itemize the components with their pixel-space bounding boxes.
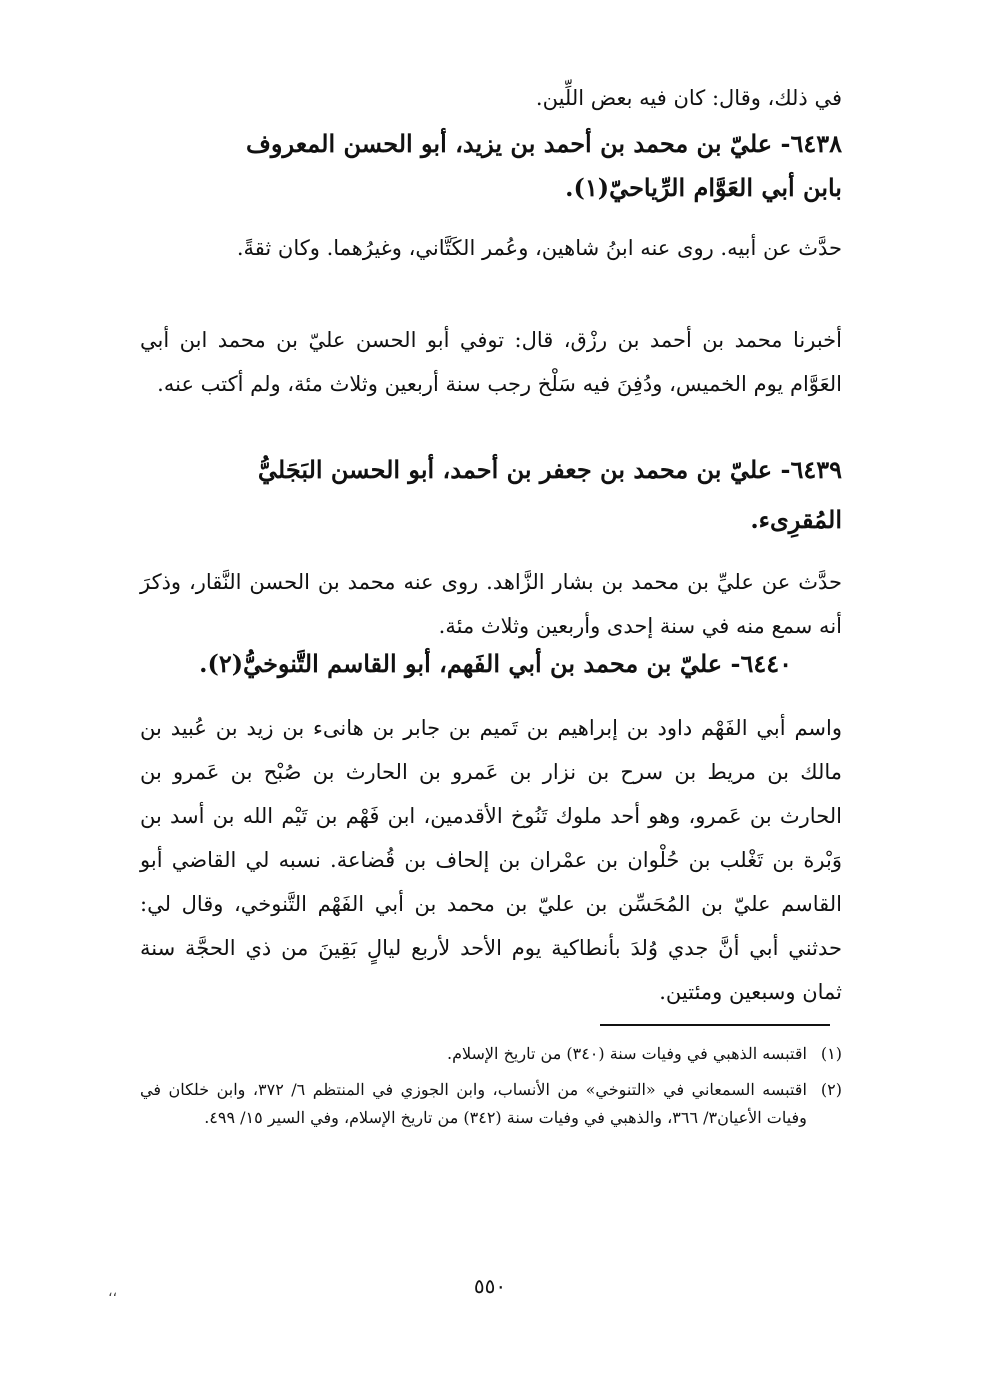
- footnote-text: اقتبسه الذهبي في وفيات سنة (٣٤٠) من تاريخ الإسلام.: [446, 1044, 807, 1063]
- paragraph-6438-narration: حدَّث عن أبيه. روى عنه ابنُ شاهين، وعُمر الكَتَّاني، وغيرُهما. وكان ثقةً.: [236, 236, 842, 260]
- page-number: ٥٥٠: [473, 1274, 507, 1298]
- entry-heading-6438-cont: بابن أبي العَوَّام الرِّياحيّ(١).: [565, 173, 842, 202]
- paragraph-6438-death: أخبرنا محمد بن أحمد بن رزْق، قال: توفي أبو الحسن عليّ بن محمد ابن أبي العَوَّام يوم الخميس، ودُفِنَ فيه سَلْخ رجب سنة أربعين وثلاث مئة، ولم أكتب عنه.: [140, 328, 842, 396]
- entry-heading-6439: ٦٤٣٩- عليّ بن محمد بن جعفر بن أحمد، أبو الحسن البَجَليُّ: [257, 455, 842, 484]
- entry-heading-6440: ٦٤٤٠- عليّ بن محمد بن أبي الفَهم، أبو القاسم التَّنوخيُّ(٢).: [199, 649, 792, 678]
- footnote-text: اقتبسه السمعاني في «التنوخي» من الأنساب، وابن الجوزي في المنتظم ٦/ ٣٧٢، وابن خلكان في وفيات الأعيان٣/ ٣٦٦، والذهبي في وفيات سنة (٣٤٢) من تاريخ الإسلام، وفي السير ١٥/ ٤٩٩.: [140, 1080, 807, 1127]
- continuation-line: في ذلك، وقال: كان فيه بعض اللِّين.: [535, 86, 842, 110]
- footnote-1: [140, 1040, 842, 1068]
- footnote-number: (١): [820, 1044, 842, 1063]
- entry-heading-6438: ٦٤٣٨- عليّ بن محمد بن أحمد بن يزيد، أبو الحسن المعروف: [246, 129, 842, 158]
- margin-mark: ،،: [108, 1284, 118, 1300]
- paragraph-6440-lineage: واسم أبي الفَهْم داود بن إبراهيم بن تَميم بن جابر بن هانىء بن زيد بن عُبيد بن مالك بن مريط بن سرح بن نزار بن عَمرو بن الحارث بن صُبْح بن عَمرو بن الحارث بن عَمرو، وهو أحد ملوك تَنُوخ الأقدمين، ابن فَهْم بن تَيْم الله بن أسد بن وَبْرة بن تَغْلب بن حُلْوان بن عمْران بن إلحاف بن قُضاعة. نسبه لي القاضي أبو القاسم عليّ بن المُحَسِّن بن عليّ بن محمد بن أبي الفَهْم التَّنوخي، وقال لي: حدثني أبي أنَّ جدي وُلدَ بأنطاكية يوم الأحد لأربع ليالٍ بَقِينَ من ذي الحجَّة سنة ثمان وسبعين ومئتين.: [140, 716, 842, 1004]
- footnote-number: (٢): [820, 1080, 842, 1099]
- entry-heading-6439-cont: المُقرِىء.: [750, 505, 842, 534]
- paragraph-6439: حدَّث عن عليِّ بن محمد بن بشار الزَّاهد. روى عنه محمد بن الحسن النَّقار، وذكرَ أنه سمع منه في سنة إحدى وأربعين وثلاث مئة.: [140, 570, 842, 638]
- footnote-2: [140, 1076, 842, 1132]
- footnote-divider: [600, 1024, 830, 1026]
